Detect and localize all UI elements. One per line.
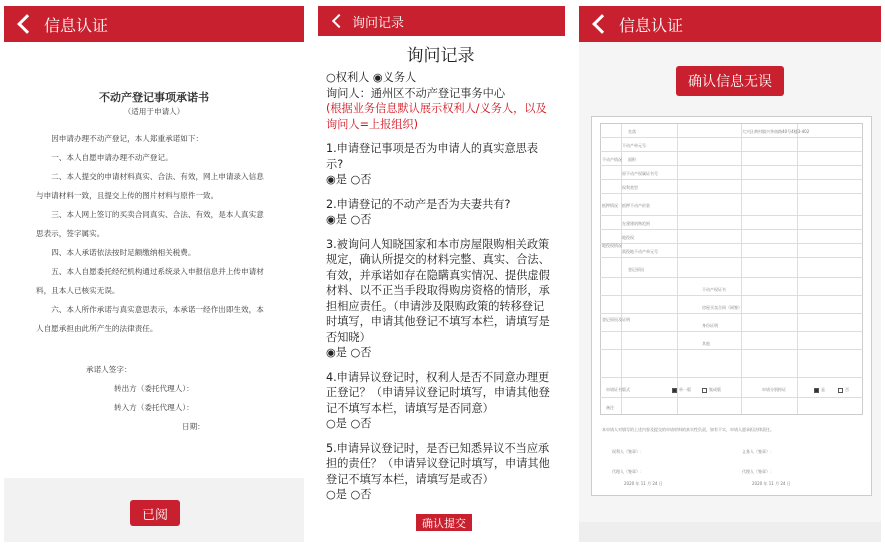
side-label: 地役权情况 (602, 243, 622, 248)
doc-item: 其他 (702, 341, 710, 346)
doc-item: 身份证明 (702, 323, 718, 328)
side-label: 不动产情况 (602, 157, 622, 162)
share-label: 申请分别持证 (762, 387, 786, 392)
doc-subtitle: （适用于申请人） (123, 107, 185, 116)
doc-item: 房屋买卖合同（网签） (702, 305, 742, 310)
question-text: 4.申请异议登记时，权利人是否不同意办理更正登记？（申请异议登记时填写，申请其他登记不填写本栏，请填写是否同意） (326, 370, 550, 415)
apply-mode-label: 申请证书版式 (606, 387, 630, 392)
date-label: 日期： (182, 422, 205, 431)
header-title: 询问记录 (352, 15, 405, 31)
answer-radio[interactable]: ◉是 ○否 (326, 173, 372, 186)
doc-paragraph: 五、本人自愿委托经纪机构通过系统录入申报信息并上传申请材料，且本人已核实无误。 (36, 267, 264, 295)
checkbox-checked-icon (814, 388, 819, 393)
inquiry-title: 询问记录 (406, 46, 475, 66)
doc-paragraph: 四、本人承诺依法按时足额缴纳相关税费。 (51, 248, 196, 257)
checkbox-icon (838, 388, 843, 393)
set-option[interactable]: 集成版 (702, 387, 721, 393)
row-label: 抵押不动产价款 (622, 203, 650, 208)
signer-label: 承诺人签字： (86, 365, 132, 374)
question-item (326, 141, 555, 188)
header-title: 信息认证 (44, 15, 109, 35)
signature-block (4, 360, 304, 436)
row-label: 需役地不动产单元号 (622, 249, 658, 254)
agent-sign: 代理人（签章）： (742, 469, 774, 474)
question-item (326, 197, 555, 228)
obligee-sign: 权利人（签章）： (612, 449, 644, 454)
answer-radio[interactable]: ◉是 ○否 (326, 213, 372, 226)
question-text: 3.被询问人知晓国家和本市房屋限购相关政策规定，确认所提交的材料完整、真实、合法、有效，并承诺如存在隐瞒真实情况、提供虚假材料、以不正当手段取得购房资格的情形，承担相应责任。（申请涉及限购政策的转移登记时填写，申请其他登记不填写本栏，请填写是否知晓） (326, 237, 550, 344)
application-form (591, 116, 872, 496)
header-bar (579, 6, 881, 42)
commitment-screen (4, 6, 304, 542)
question-text: 1.申请登记事项是否为申请人的真实意思表示? (326, 142, 539, 171)
row-label: 在建建筑物范围 (622, 221, 650, 226)
doc-paragraph: 六、本人所作承诺与真实意思表示，本承诺一经作出即生效，本人自愿承担由此所产生的法律责任。 (36, 305, 264, 333)
address-value: 大兴区黄村镇兴华南路40号4楼3-402 (742, 129, 810, 134)
bottom-bar (579, 522, 881, 542)
answer-radio[interactable]: ○是 ○否 (326, 488, 372, 501)
row-label: 原不动产权属证书号 (622, 171, 658, 176)
row-label: 地役权 (622, 235, 634, 240)
side-label: 抵押情况 (602, 203, 618, 208)
inquiry-content (318, 36, 565, 542)
doc-paragraph: 二、本人提交的申请材料真实、合法、有效，网上申请录入信息与申请材料一致，且提交上传的图片材料与原件一致。 (36, 172, 264, 200)
row-label: 登记原因 (628, 267, 644, 272)
row-label: 备注 (606, 405, 614, 410)
header-title: 信息认证 (619, 15, 684, 35)
doc-paragraph: 三、本人网上签订的买卖合同真实、合法、有效，是本人真实意思表示，签字属实。 (36, 210, 264, 238)
question-item (326, 237, 555, 361)
row-label: 不动产单元号 (622, 143, 646, 148)
question-item (326, 441, 555, 503)
answer-radio[interactable]: ◉是 ○否 (326, 346, 372, 359)
checkbox-icon (702, 388, 707, 393)
question-text: 2.申请登记的不动产是否为夫妻共有? (326, 197, 511, 211)
row-label: 权利类型 (622, 185, 638, 190)
doc-title: 不动产登记事项承诺书 (99, 91, 209, 104)
inquiry-screen (318, 6, 565, 542)
confirm-info-button[interactable]: 确认信息无误 (676, 66, 784, 96)
inquirer-line: 询问人：通州区不动产登记事务中心 (326, 86, 506, 100)
verify-screen (579, 6, 881, 542)
seller-label: 转出方（委托代理人）： (114, 384, 194, 393)
bottom-bar (4, 478, 304, 542)
row-label: 面积 (628, 157, 636, 162)
sign-date: 2020 年 11 月 24 日 (752, 481, 791, 486)
doc-item: 不动产权证书 (702, 287, 726, 292)
row-label: 坐落 (628, 129, 636, 134)
statement-text: 本申请人对填写的上述内容及提交的申请材料的真实性负责，如有不实，申请人愿承担法律责任。 (602, 427, 774, 432)
checkbox-checked-icon (672, 388, 677, 393)
role-selector[interactable]: ○权利人 ◉义务人 (326, 71, 417, 84)
no-option[interactable]: 否 (838, 387, 849, 393)
question-item (326, 370, 555, 432)
back-arrow-icon[interactable] (17, 14, 37, 34)
obligor-sign: 义务人（签章）： (742, 449, 774, 454)
doc-paragraph: 一、本人自愿申请办理不动产登记。 (51, 153, 173, 162)
question-text: 5.申请异议登记时，是否已知悉异议不当应承担的责任？（申请异议登记时填写，申请其他登记不填写本栏，请填写是或否） (326, 441, 550, 486)
header-bar (318, 6, 565, 36)
sign-date: 2020 年 11 月 24 日 (624, 481, 663, 486)
buyer-label: 转入方（委托代理人）： (114, 403, 194, 412)
submit-button[interactable]: 确认提交 (416, 514, 472, 531)
agent-sign: 代理人（签章）： (612, 469, 644, 474)
yes-option[interactable]: 是 (814, 387, 825, 393)
answer-radio[interactable]: ○是 ○否 (326, 417, 372, 430)
single-option[interactable]: 单一版 (672, 387, 691, 393)
side-label: 登记原因及证明 (602, 317, 630, 322)
read-button[interactable]: 已阅 (130, 500, 180, 526)
back-arrow-icon[interactable] (332, 14, 346, 28)
inquiry-note: (根据业务信息默认展示权利人/义务人，以及询问人=上报组织) (326, 102, 547, 131)
commitment-document (4, 42, 304, 478)
back-arrow-icon[interactable] (592, 14, 612, 34)
doc-paragraph: 因申请办理不动产登记，本人郑重承诺如下： (51, 134, 204, 143)
header-bar (4, 6, 304, 42)
